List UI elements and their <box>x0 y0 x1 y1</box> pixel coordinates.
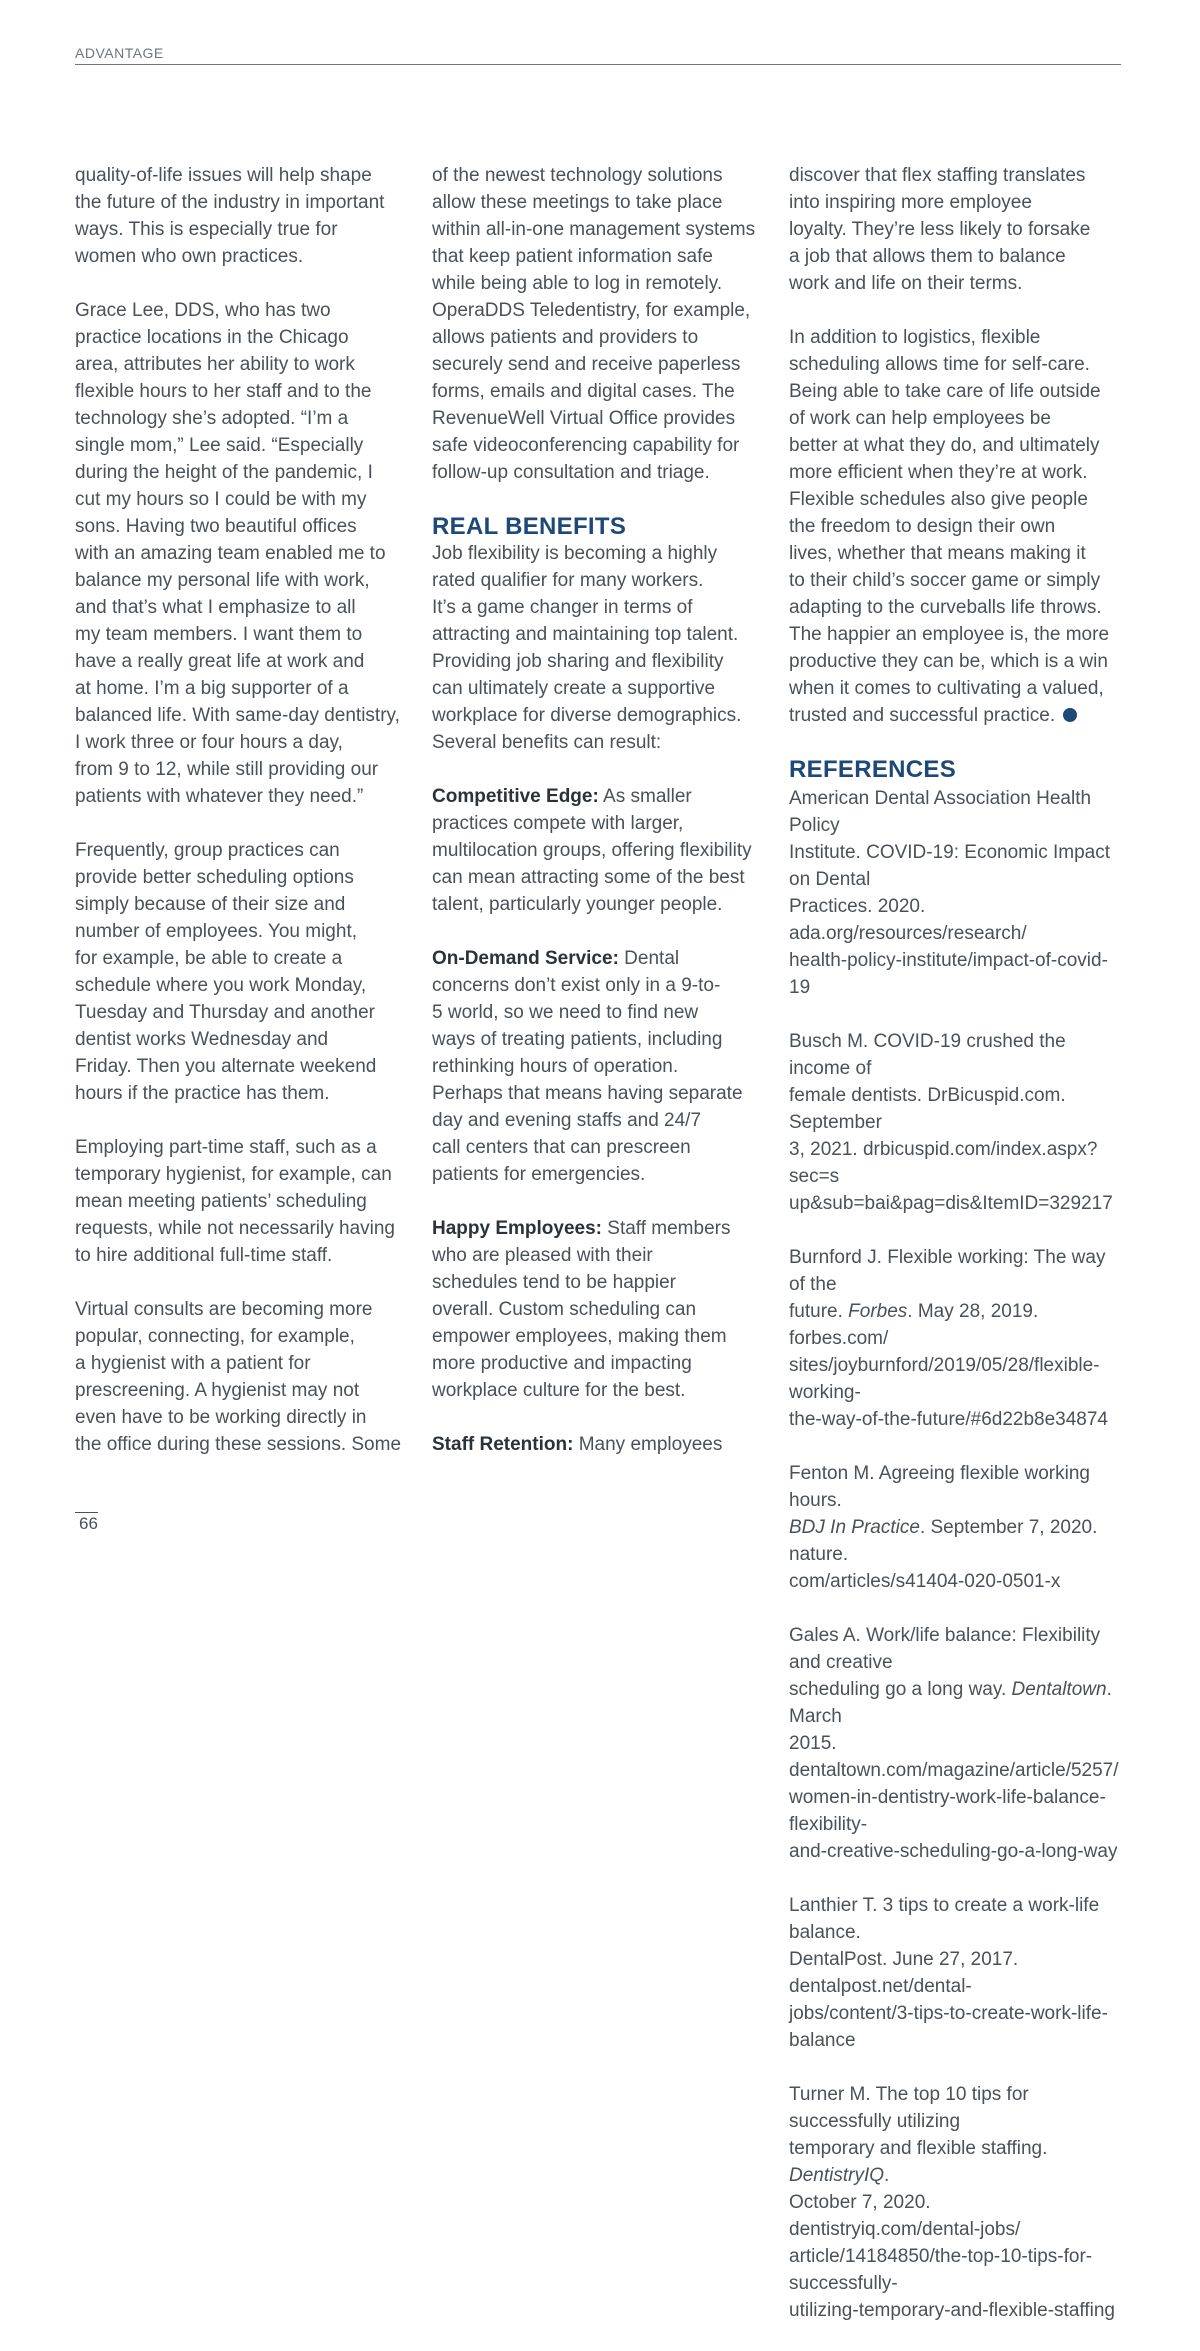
column-1 <box>75 162 410 1485</box>
benefit-paragraph <box>432 1431 767 1458</box>
publication-name: Dentaltown <box>1011 1679 1107 1700</box>
reference-item <box>789 2081 1124 2324</box>
benefit-label: On-Demand Service: <box>432 948 619 969</box>
benefit-text: Many employees <box>573 1434 723 1455</box>
body-paragraph: Frequently, group practices can provide better scheduling options simply because of their size and number of employees. You might, for example, be able to create a schedule where you work Monday, Tuesday and Thursday and another dentist works Wednesday and Friday. Then you alternate weekend hours if the practice has them. <box>75 840 377 1104</box>
column-3 <box>789 162 1124 2351</box>
body-paragraph: Virtual consults are becoming more popular, connecting, for example, a hygienist with a patient for prescreening. A hygienist may not even have to be working directly in the office during these sessions. Some <box>75 1299 402 1455</box>
reference-text: . May 28, 2019. forbes.com/ sites/joyburnford/2019/05/28/flexible-working- the-way-of-the-future/#6d22b8e34874 <box>789 1301 1109 1430</box>
body-paragraph: quality-of-life issues will help shape the future of the industry in important ways. This is especially true for women who own practices. <box>75 165 385 267</box>
reference-text: . March 2015. dentaltown.com/magazine/article/5257/ women-in-dentistry-work-life-balance-flexibility- and-creative-scheduling-go-a-long-way <box>789 1679 1119 1862</box>
benefit-label: Staff Retention: <box>432 1434 574 1455</box>
body-paragraph: discover that flex staffing translates into inspiring more employee loyalty. They’re less likely to forsake a job that allows them to balance work and life on their terms. <box>789 165 1091 294</box>
reference-item: American Dental Association Health Policy Institute. COVID-19: Economic Impact on Dental Practices. 2020. ada.org/resources/research/ health-policy-institute/impact-of-covid-19 <box>789 788 1111 998</box>
reference-item: Busch M. COVID-19 crushed the income of female dentists. DrBicuspid.com. September 3, 2021. drbicuspid.com/index.aspx?sec=s up&sub=bai&pag=dis&ItemID=329217 <box>789 1031 1113 1214</box>
benefit-paragraph <box>432 783 767 918</box>
benefit-label: Competitive Edge: <box>432 786 599 807</box>
references-list <box>789 785 1124 2324</box>
benefit-text: As smaller practices compete with larger, multilocation groups, offering flexibility can mean attracting some of the best talent, particularly younger people. <box>432 786 752 915</box>
end-mark-icon <box>1063 708 1077 722</box>
body-paragraph: Grace Lee, DDS, who has two practice locations in the Chicago area, attributes her ability to work flexible hours to her staff and to the technology she’s adopted. “I’m a single mom,” Lee said. “Especially during the height of the pandemic, I cut my hours so I could be with my sons. Having two beautiful offices with an amazing team enabled me to balance my personal life with work, and that’s what I emphasize to all my team members. I want them to have a really great life at work and at home. I’m a big supporter of a balanced life. With same-day dentistry, I work three or four hours a day, from 9 to 12, while still providing our patients with whatever they need.” <box>75 300 400 807</box>
section-label: ADVANTAGE <box>75 45 164 61</box>
reference-text: Gales A. Work/life balance: Flexibility and creative scheduling go a long way. <box>789 1625 1101 1700</box>
body-paragraph: Job flexibility is becoming a highly rated qualifier for many workers. It’s a game changer in terms of attracting and maintaining top talent. Providing job sharing and flexibility can ultimately create a supportive workplace for diverse demographics. Several benefits can result: <box>432 543 742 753</box>
page-number-rule <box>75 1512 98 1513</box>
references-heading: REFERENCES <box>789 756 957 783</box>
reference-item <box>789 1460 1124 1595</box>
benefit-label: Happy Employees: <box>432 1218 602 1239</box>
reference-text: Burnford J. Flexible working: The way of the future. <box>789 1247 1106 1322</box>
body-paragraph: Employing part-time staff, such as a temporary hygienist, for example, can mean meeting patients’ scheduling requests, while not necessarily having to hire additional full-time staff. <box>75 1137 396 1266</box>
reference-item: Lanthier T. 3 tips to create a work-life balance. DentalPost. June 27, 2017. dentalpost.net/dental- jobs/content/3-tips-to-create-work-life-balance <box>789 1895 1108 2051</box>
reference-item <box>789 1244 1124 1433</box>
benefit-paragraph <box>432 945 767 1188</box>
reference-text: Turner M. The top 10 tips for successfully utilizing temporary and flexible staffing. <box>789 2084 1048 2159</box>
reference-text: Fenton M. Agreeing flexible working hours. <box>789 1463 1090 1511</box>
benefit-text: Dental concerns don’t exist only in a 9-to- 5 world, so we need to find new ways of treating patients, including rethinking hours of operation. Perhaps that means having separate day and evening staffs and 24/7 call centers that can prescreen patients for emergencies. <box>432 948 743 1185</box>
header-divider <box>75 64 1121 65</box>
body-paragraph <box>789 324 1124 729</box>
publication-name: Forbes <box>848 1301 908 1322</box>
publication-name: DentistryIQ <box>789 2165 885 2186</box>
closing-text: In addition to logistics, flexible scheduling allows time for self-care. Being able to take care of life outside of work can help employees be better at what they do, and ultimately more efficient when they’re at work. Flexible schedules also give people the freedom to design their own lives, whether that means making it to their child’s soccer game or simply adapting to the curveballs life throws. The happier an employee is, the more productive they can be, which is a win when it comes to cultivating a valued, trusted and successful practice. <box>789 327 1110 726</box>
benefit-text: Staff members who are pleased with their schedules tend to be happier overall. Custom scheduling can empower employees, making them more productive and impacting workplace culture for the best. <box>432 1218 731 1401</box>
reference-text: . October 7, 2020. dentistryiq.com/dental-jobs/ article/14184850/the-top-10-tips-for-successfully- utilizing-temporary-and-flexible-staffing <box>789 2165 1115 2321</box>
reference-item <box>789 1622 1124 1865</box>
body-paragraph: of the newest technology solutions allow these meetings to take place within all-in-one management systems that keep patient information safe while being able to log in remotely. OperaDDS Teledentistry, for example, allows patients and providers to securely send and receive paperless forms, emails and digital cases. The RevenueWell Virtual Office provides safe videoconferencing capability for follow-up consultation and triage. <box>432 165 756 483</box>
section-heading: REAL BENEFITS <box>432 513 627 540</box>
page-number: 66 <box>79 1514 98 1533</box>
benefit-paragraph <box>432 1215 767 1404</box>
publication-name: BDJ In Practice <box>789 1517 920 1538</box>
column-2 <box>432 162 767 1485</box>
reference-text: . September 7, 2020. nature. com/articles/s41404-020-0501-x <box>789 1517 1098 1592</box>
